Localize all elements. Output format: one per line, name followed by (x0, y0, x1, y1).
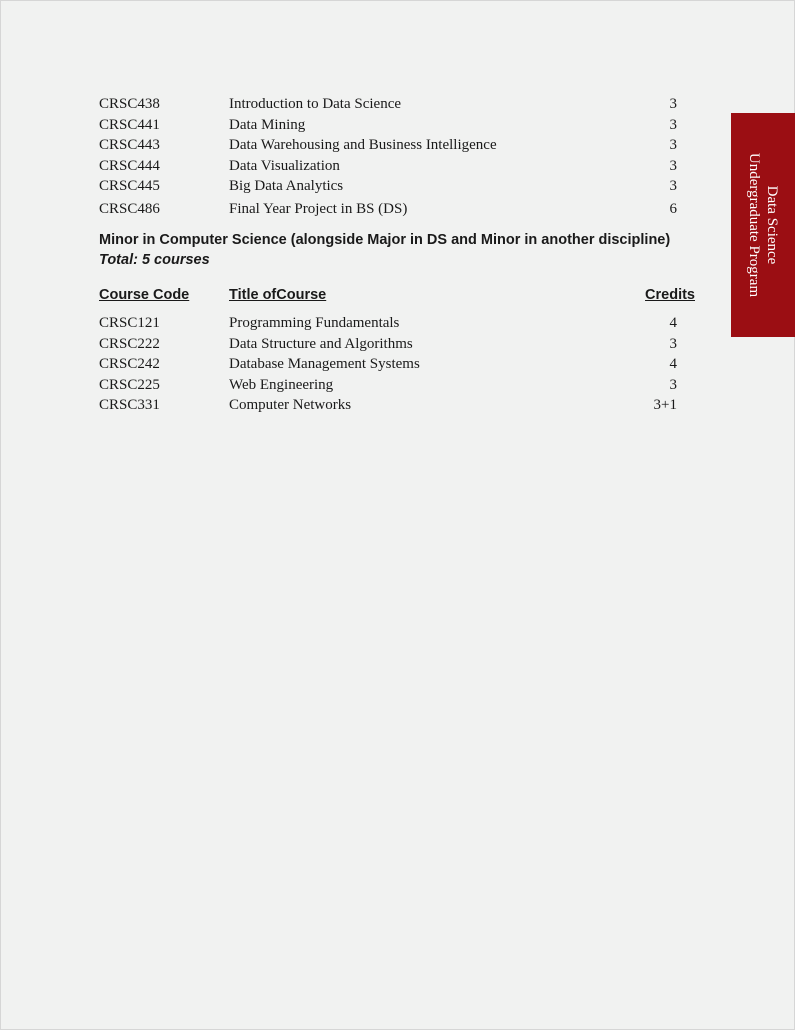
major-course-row (99, 156, 699, 176)
course-credits: 3 (669, 377, 677, 393)
course-credits: 3 (669, 96, 677, 112)
course-credits: 3 (669, 158, 677, 174)
course-code: CRSC445 (99, 178, 160, 194)
minor-course-row (99, 334, 699, 354)
course-title: Data Mining (229, 117, 306, 133)
course-credits: 3 (669, 117, 677, 133)
course-code: CRSC242 (99, 356, 160, 372)
course-title: Data Warehousing and Business Intelligence (229, 137, 497, 153)
course-credits: 3 (669, 336, 677, 352)
course-title: Computer Networks (229, 397, 352, 413)
course-code: CRSC444 (99, 158, 160, 174)
header-credits: Credits (645, 287, 695, 303)
course-credits: 3 (669, 178, 677, 194)
table-header (99, 285, 699, 305)
minor-course-row (99, 375, 699, 395)
course-code: CRSC121 (99, 315, 160, 331)
section-total: Total: 5 courses (99, 252, 210, 268)
course-code: CRSC331 (99, 397, 160, 413)
major-course-row (99, 199, 699, 219)
header-course-code: Course Code (99, 287, 190, 303)
minor-course-row (99, 395, 699, 415)
course-title: Web Engineering (229, 377, 334, 393)
course-title: Data Structure and Algorithms (229, 336, 413, 352)
course-title: Introduction to Data Science (229, 96, 402, 112)
side-tab (731, 113, 795, 337)
minor-course-row (99, 354, 699, 374)
course-credits: 3+1 (653, 397, 677, 413)
course-code: CRSC441 (99, 117, 160, 133)
section-heading: Minor in Computer Science (alongside Major in DS and Minor in another discipline) (99, 232, 671, 248)
course-code: CRSC438 (99, 96, 160, 112)
course-title: Data Visualization (229, 158, 340, 174)
side-tab-line1: Data Science (764, 185, 780, 265)
course-credits: 4 (669, 356, 677, 372)
course-credits: 4 (669, 315, 677, 331)
major-course-row (99, 176, 699, 196)
course-code: CRSC222 (99, 336, 160, 352)
course-title: Big Data Analytics (229, 178, 344, 194)
course-code: CRSC486 (99, 201, 160, 217)
course-title: Database Management Systems (229, 356, 420, 372)
minor-course-row (99, 313, 699, 333)
major-course-row (99, 115, 699, 135)
course-credits: 3 (669, 137, 677, 153)
course-title: Final Year Project in BS (DS) (229, 201, 408, 217)
side-tab-line2: Undergraduate Program (746, 152, 762, 298)
course-credits: 6 (669, 201, 677, 217)
course-code: CRSC443 (99, 137, 160, 153)
side-tab-label (745, 153, 781, 297)
header-course-title: Title ofCourse (229, 287, 327, 303)
course-code: CRSC225 (99, 377, 160, 393)
course-title: Programming Fundamentals (229, 315, 400, 331)
major-course-row (99, 94, 699, 114)
major-course-row (99, 135, 699, 155)
